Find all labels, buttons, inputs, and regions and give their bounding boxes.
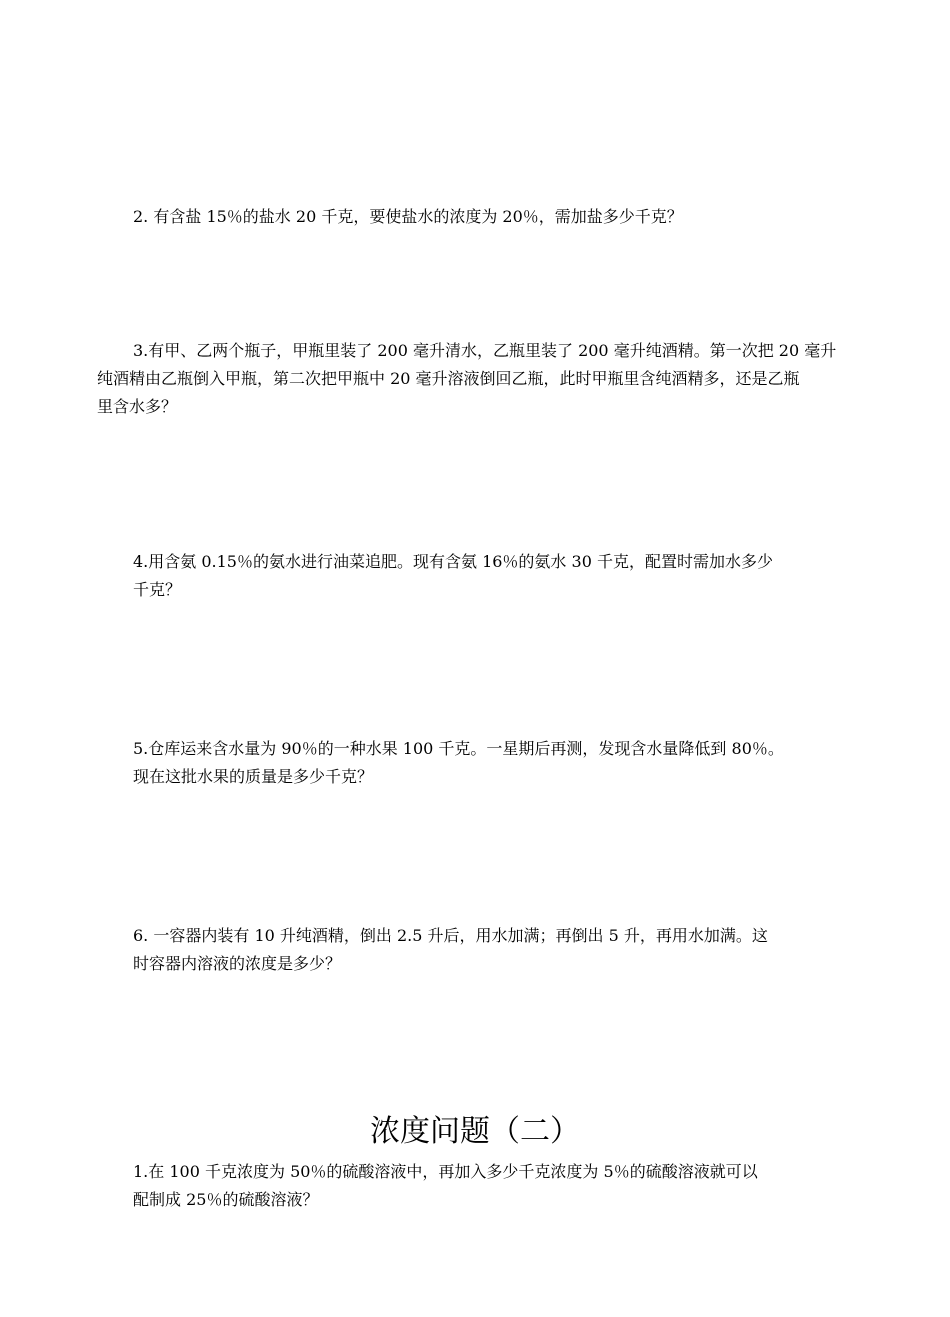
question-4 xyxy=(133,548,773,604)
question-3 xyxy=(97,337,857,421)
question-text-line: 纯酒精由乙瓶倒入甲瓶，第二次把甲瓶中 20 毫升溶液倒回乙瓶，此时甲瓶里含纯酒精多，还是乙瓶 xyxy=(97,369,800,388)
question-6 xyxy=(133,922,768,978)
question-text-line: 3.有甲、乙两个瓶子，甲瓶里装了 200 毫升清水，乙瓶里装了 200 毫升纯酒精。第一次把 20 毫升 xyxy=(133,341,837,360)
section2-question-1 xyxy=(133,1158,758,1214)
question-5 xyxy=(133,735,784,791)
question-text-line: 2. 有含盐 15％的盐水 20 千克，要使盐水的浓度为 20％，需加盐多少千克？ xyxy=(133,207,683,226)
question-text-line: 时容器内溶液的浓度是多少？ xyxy=(133,954,342,973)
question-2 xyxy=(133,203,683,231)
question-text-line: 千克？ xyxy=(133,580,182,599)
question-text-line: 5.仓库运来含水量为 90％的一种水果 100 千克。一星期后再测，发现含水量降低到 80％。 xyxy=(133,739,784,758)
question-text-line: 4.用含氨 0.15％的氨水进行油菜追肥。现有含氨 16％的氨水 30 千克，配置时需加水多少 xyxy=(133,552,773,571)
question-text-line: 6. 一容器内装有 10 升纯酒精，倒出 2.5 升后，用水加满；再倒出 5 升，再用水加满。这 xyxy=(133,926,768,945)
question-text-line: 配制成 25％的硫酸溶液？ xyxy=(133,1190,319,1209)
question-text-line: 现在这批水果的质量是多少千克？ xyxy=(133,767,374,786)
section-title: 浓度问题（二） xyxy=(370,1114,580,1149)
question-text-line: 里含水多？ xyxy=(97,397,178,416)
question-text-line: 1.在 100 千克浓度为 50％的硫酸溶液中，再加入多少千克浓度为 5％的硫酸溶液就可以 xyxy=(133,1162,758,1181)
